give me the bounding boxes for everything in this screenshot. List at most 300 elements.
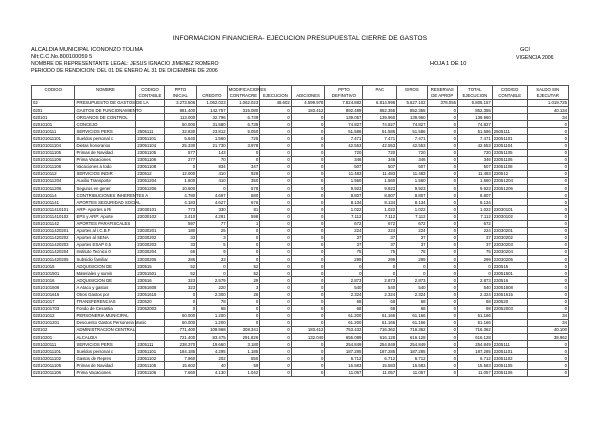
- cell-credito: 330: [197, 206, 227, 213]
- cell-codigo-contable: 23051106: [136, 369, 164, 376]
- cell-total-ejecucion: 7.112: [457, 213, 492, 220]
- table-row: [32, 270, 569, 277]
- cell-pac: 9.923: [363, 185, 397, 192]
- cell-codigo: 0201: [32, 107, 75, 114]
- cell-giros: 852.355: [397, 107, 427, 114]
- table-row: [32, 192, 569, 199]
- cell-total-ejecucion: 51.586: [457, 128, 492, 135]
- cell-ppto-inicial: 323: [164, 284, 197, 291]
- cell-ppto-definitivo: 61.200: [325, 319, 363, 326]
- cell-codigo: 020101011106: [32, 156, 75, 163]
- cell-pac: 42.553: [363, 142, 397, 149]
- cell-nombre: Instituto Tecnico 0: [75, 248, 136, 255]
- cell-codigo: 020101011108: [32, 163, 75, 170]
- cell-codigo-contable-2: 23030205: [492, 256, 527, 263]
- header-saldo-sin-ejecutar: EJECUTAR: [527, 93, 568, 100]
- cell-ejecucion: 0: [260, 305, 292, 312]
- cell-ejecucion: 0: [260, 263, 292, 270]
- cell-pac: 11.057: [363, 369, 397, 376]
- cell-codigo-contable: 23051608: [136, 284, 164, 291]
- cell-nombre: Otros Gastos por: [75, 291, 136, 298]
- cell-reservas: 0: [427, 277, 457, 284]
- header-codigo-contable: CONTABLE: [136, 93, 164, 100]
- cell-reservas: 0: [427, 284, 457, 291]
- cell-credito: 1.200: [197, 312, 227, 319]
- cell-saldo-sin-ejecutar: 40.134: [527, 107, 568, 114]
- cell-adiciones: 0: [291, 128, 325, 135]
- cell-total-ejecucion: 0: [457, 270, 492, 277]
- table-row: [32, 128, 569, 135]
- cell-total-ejecucion: 507: [457, 163, 492, 170]
- cell-ppto-inicial: 15.602: [164, 362, 197, 369]
- cell-contracredito: 6.739: [227, 121, 260, 128]
- cell-ejecucion: 0: [260, 277, 292, 284]
- table-row: [32, 369, 569, 376]
- cell-nombre: SERVICIOS PERS: [75, 341, 136, 348]
- table-header-row: [32, 93, 569, 100]
- cell-ppto-inicial: 7.960: [164, 355, 197, 362]
- cell-contracredito: 52: [227, 263, 260, 270]
- header-credito: CREDITO: [197, 93, 227, 100]
- cell-codigo-contable-2: 23051615: [492, 291, 527, 298]
- cell-ppto-definitivo: 346: [325, 156, 363, 163]
- cell-saldo-sin-ejecutar: 0: [527, 192, 568, 199]
- table-row: [32, 135, 569, 142]
- cell-codigo-contable-2: [492, 121, 527, 128]
- cell-codigo: 020101011104: [32, 142, 75, 149]
- cell-pac: 7.471: [363, 135, 397, 142]
- cell-contracredito: 3.978: [227, 142, 260, 149]
- cell-giros: 139.960: [397, 114, 427, 121]
- cell-pac: 8.807: [363, 192, 397, 199]
- cell-codigo: 02010101: [32, 121, 75, 128]
- cell-codigo-contable-2: 23051608: [492, 284, 527, 291]
- cell-codigo-contable-2: [492, 192, 527, 199]
- cell-adiciones: 0: [291, 263, 325, 270]
- cell-ppto-definitivo: 42.553: [325, 142, 363, 149]
- cell-saldo-sin-ejecutar: 0: [527, 178, 568, 185]
- cell-codigo-contable-2: 23030101: [492, 206, 527, 213]
- cell-ejecucion: 0: [260, 341, 292, 348]
- cell-ppto-definitivo: 753.432: [325, 327, 363, 334]
- cell-contracredito: 1.062.023: [227, 100, 260, 107]
- cell-codigo: 02: [32, 100, 75, 107]
- cell-credito: 220: [197, 284, 227, 291]
- cell-giros: 61.166: [397, 312, 427, 319]
- header-reservas: DE APROP: [427, 93, 457, 100]
- table-row: [32, 241, 569, 248]
- cell-ppto-inicial: 60.000: [164, 312, 197, 319]
- cell-ejecucion: 0: [260, 327, 292, 334]
- cell-ppto-inicial: 33: [164, 241, 197, 248]
- budget-execution-table: [31, 85, 569, 377]
- cell-total-ejecucion: 37: [457, 241, 492, 248]
- cell-adiciones: 132.040: [291, 334, 325, 341]
- cell-ppto-definitivo: 9.923: [325, 185, 363, 192]
- cell-nombre: Prima Vacaciones: [75, 369, 136, 376]
- cell-contracredito: 0: [227, 305, 260, 312]
- cell-ppto-inicial: 52: [164, 270, 197, 277]
- table-row: [32, 220, 569, 227]
- cell-nombre: ARP- Aportes a Ri: [75, 206, 136, 213]
- cell-codigo-contable-2: [492, 107, 527, 114]
- cell-credito: 83.475: [197, 334, 227, 341]
- cell-ppto-inicial: 33: [164, 234, 197, 241]
- cell-reservas: 0: [427, 227, 457, 234]
- cell-ejecucion: 0: [260, 284, 292, 291]
- cell-adiciones: 0: [291, 227, 325, 234]
- cell-reservas: 0: [427, 241, 457, 248]
- cell-saldo-sin-ejecutar: 0: [527, 170, 568, 177]
- cell-pac: 224: [363, 227, 397, 234]
- header-contracredito: CONTRACRE: [227, 93, 260, 100]
- legal-representative: NOMBRE DE REPRESENTANTE LEGAL: JESUS IGNACIO JIMENEZ ROMERO: [31, 61, 219, 67]
- cell-codigo-contable: 230520: [136, 298, 164, 305]
- cell-pac: 1.560: [363, 178, 397, 185]
- cell-nombre: PRESUPUESTO DE GASTOS DE LA: [76, 100, 149, 106]
- cell-codigo: 020102011102: [32, 355, 75, 362]
- cell-contracredito: 550: [227, 355, 260, 362]
- cell-pac: 1.022: [363, 206, 397, 213]
- cell-reservas: 0: [427, 298, 457, 305]
- cell-codigo-contable: 230512: [136, 170, 164, 177]
- cell-codigo: 020101012: [32, 312, 75, 319]
- cell-giros: 672: [397, 220, 427, 227]
- table-row: [32, 305, 569, 312]
- cell-codigo-contable-2: 230516: [492, 277, 527, 284]
- cell-credito: 109.968: [197, 327, 227, 334]
- cell-credito: 25: [197, 227, 227, 234]
- cell-giros: 11.483: [397, 170, 427, 177]
- cell-reservas: 0: [427, 156, 457, 163]
- header-reservas: RESERVAS: [427, 86, 457, 93]
- cell-giros: 346: [397, 156, 427, 163]
- cell-ppto-inicial: 0: [164, 305, 197, 312]
- cell-codigo-contable-2: [492, 199, 527, 206]
- cell-credito: 33: [197, 256, 227, 263]
- cell-codigo-contable-2: [492, 100, 527, 107]
- cell-giros: 8.134: [397, 199, 427, 206]
- cell-codigo-contable-2: 23051106: [492, 369, 527, 376]
- cell-ppto-definitivo: 37: [325, 234, 363, 241]
- header-adiciones: [291, 86, 325, 93]
- cell-saldo-sin-ejecutar: 0: [527, 149, 568, 156]
- table-row: [32, 114, 569, 121]
- cell-adiciones: 0: [291, 170, 325, 177]
- cell-codigo-contable-2: [492, 312, 527, 319]
- cell-codigo-contable: 23051615: [136, 291, 164, 298]
- cell-contracredito: 0: [227, 241, 260, 248]
- cell-contracredito: 680: [227, 192, 260, 199]
- cell-nombre: ALCALDIA: [75, 334, 136, 341]
- cell-codigo: 020102011101: [32, 348, 75, 355]
- cell-credito: 4.627: [197, 199, 227, 206]
- cell-reservas: 0: [427, 213, 457, 220]
- cell-adiciones: 183.412: [291, 327, 325, 334]
- cell-nombre: Aportes al I.C.B.F: [75, 227, 136, 234]
- cell-codigo: 020102: [32, 327, 75, 334]
- cell-credito: 3: [197, 234, 227, 241]
- cell-codigo: 020101011420201: [32, 227, 75, 234]
- cell-total-ejecucion: 187.285: [457, 348, 492, 355]
- cell-codigo-contable-2: 230515: [492, 263, 527, 270]
- cell-codigo-contable-2: 23030202: [492, 234, 527, 241]
- cell-pac: 716.362: [363, 327, 397, 334]
- cell-codigo: 020101011206: [32, 185, 75, 192]
- cell-codigo-contable: 23051501: [136, 270, 164, 277]
- cell-saldo-sin-ejecutar: 40.100: [527, 327, 568, 334]
- cell-total-ejecucion: 61.166: [457, 319, 492, 326]
- cell-ejecucion: 0: [260, 234, 292, 241]
- cell-total-ejecucion: 37: [457, 234, 492, 241]
- header-nombre: NOMBRE: [75, 86, 136, 93]
- cell-credito: 410: [197, 178, 227, 185]
- cell-codigo-contable: [136, 334, 164, 341]
- cell-reservas: 0: [427, 135, 457, 142]
- cell-codigo: 020101011105: [32, 149, 75, 156]
- cell-saldo-sin-ejecutar: 0: [527, 121, 568, 128]
- cell-total-ejecucion: 2.324: [457, 291, 492, 298]
- cell-reservas: 0: [427, 270, 457, 277]
- cell-nombre: Dietas honorarios: [75, 142, 136, 149]
- cell-pac: 75: [363, 248, 397, 255]
- cell-contracredito: 52: [227, 270, 260, 277]
- cell-ejecucion: 0: [260, 206, 292, 213]
- cell-credito: 142.757: [197, 107, 227, 114]
- cell-contracredito: 676: [227, 199, 260, 206]
- cell-ppto-definitivo: 1.560: [325, 178, 363, 185]
- header-credito: [197, 86, 227, 93]
- cell-ejecucion: 0: [260, 185, 292, 192]
- header-pac: PAC: [363, 86, 397, 93]
- cell-saldo-sin-ejecutar: 0: [527, 206, 568, 213]
- reporting-period: PERIODO DE RENDICION: DEL 01 DE ENERO AL 31 DE DICIEMBRE DE 2006: [31, 68, 218, 74]
- cell-codigo-contable-2: 23051204: [492, 178, 527, 185]
- cell-giros: 720: [397, 149, 427, 156]
- cell-giros: 0: [397, 270, 427, 277]
- header-giros: [397, 93, 427, 100]
- cell-total-ejecucion: 11.483: [457, 170, 492, 177]
- cell-codigo-contable: 23051105: [136, 362, 164, 369]
- cell-total-ejecucion: 254.849: [457, 341, 492, 348]
- cell-codigo: 020101: [32, 114, 75, 121]
- header-nombre: [75, 93, 136, 100]
- cell-codigo-contable-2: 23051108: [492, 163, 527, 170]
- cell-reservas: 0: [427, 114, 457, 121]
- cell-ppto-inicial: 773: [164, 206, 197, 213]
- cell-pac: 346: [363, 156, 397, 163]
- cell-codigo: 020101011410101: [32, 206, 75, 213]
- cell-giros: 1.560: [397, 178, 427, 185]
- cell-pac: 11.483: [363, 170, 397, 177]
- cell-pac: 37: [363, 241, 397, 248]
- cell-credito: 32.796: [197, 114, 227, 121]
- cell-ejecucion: 0: [260, 334, 292, 341]
- table-row: [32, 178, 569, 185]
- cell-codigo-contable-2: 23051105: [492, 362, 527, 369]
- cell-adiciones: 0: [291, 135, 325, 142]
- cell-adiciones: 0: [291, 234, 325, 241]
- table-row: [32, 170, 569, 177]
- cell-ppto-inicial: 50.000: [164, 121, 197, 128]
- cell-codigo-contable-2: [492, 327, 527, 334]
- cell-total-ejecucion: 11.057: [457, 369, 492, 376]
- cell-pac: 37: [363, 234, 397, 241]
- cell-total-ejecucion: 68: [457, 298, 492, 305]
- cell-codigo-contable: 23051108: [136, 163, 164, 170]
- cell-ppto-definitivo: 655.089: [325, 334, 363, 341]
- cell-codigo-contable-2: 2505111: [492, 128, 527, 135]
- cell-credito: 78: [197, 298, 227, 305]
- cell-ejecucion: 0: [260, 362, 292, 369]
- table-row: [32, 107, 569, 114]
- cell-codigo-contable: 23051104: [136, 142, 164, 149]
- cell-ejecucion: 0: [260, 298, 292, 305]
- cell-ejecucion: 0: [260, 248, 292, 255]
- cell-saldo-sin-ejecutar: 0: [527, 263, 568, 270]
- table-row: [32, 206, 569, 213]
- cell-codigo: 02010201: [32, 334, 75, 341]
- cell-pac: 720: [363, 149, 397, 156]
- cell-nombre: APORTES SEGURIDAD SOCIAL: [76, 199, 141, 205]
- cell-pac: 51.586: [363, 128, 397, 135]
- cell-contracredito: 725: [227, 135, 260, 142]
- cell-credito: 68: [197, 305, 227, 312]
- cell-total-ejecucion: 7.471: [457, 135, 492, 142]
- cell-adiciones: 0: [291, 121, 325, 128]
- cell-ppto-definitivo: 0: [325, 263, 363, 270]
- cell-saldo-sin-ejecutar: 0: [527, 128, 568, 135]
- cell-pac: 68: [363, 298, 397, 305]
- cell-ppto-definitivo: 187.285: [325, 348, 363, 355]
- cell-giros: 224: [397, 227, 427, 234]
- cell-nombre: PERSONERIA MUNICIPAL: [75, 312, 136, 319]
- cell-ejecucion: 0: [260, 135, 292, 142]
- header-codigo-contable: CODIGO: [136, 86, 164, 93]
- cell-giros: 61.166: [397, 319, 427, 326]
- cell-total-ejecucion: 9.923: [457, 185, 492, 192]
- cell-reservas: 0: [427, 248, 457, 255]
- cell-giros: 8.807: [397, 192, 427, 199]
- cell-ppto-definitivo: 15.583: [325, 362, 363, 369]
- cell-codigo-contable: 23051206: [136, 185, 164, 192]
- cell-reservas: 0: [427, 220, 457, 227]
- cell-codigo-contable: 23051101: [136, 135, 164, 142]
- cell-contracredito: 291.826: [227, 334, 260, 341]
- cell-ejecucion: 0: [260, 199, 292, 206]
- cell-giros: 51.586: [397, 128, 427, 135]
- cell-contracredito: 0: [227, 248, 260, 255]
- cell-total-ejecucion: 346: [457, 156, 492, 163]
- table-row: [32, 156, 569, 163]
- cell-contracredito: 1: [227, 220, 260, 227]
- cell-ppto-definitivo: 224: [325, 227, 363, 234]
- cell-total-ejecucion: 2.873: [457, 277, 492, 284]
- cell-codigo: 020101011204: [32, 178, 75, 185]
- cell-giros: 7.471: [397, 135, 427, 142]
- cell-credito: 23.812: [197, 128, 227, 135]
- cell-ppto-inicial: 7.660: [164, 369, 197, 376]
- cell-ejecucion: 0: [260, 270, 292, 277]
- entity-name: ALCALDIA MUNICIPAL ICONONZO TOLIMA: [31, 47, 144, 53]
- cell-codigo-contable-2: 23051101: [492, 135, 527, 142]
- cell-contracredito: 350: [227, 178, 260, 185]
- cell-reservas: 0: [427, 305, 457, 312]
- cell-ppto-definitivo: 74.827: [325, 121, 363, 128]
- cell-adiciones: 0: [291, 114, 325, 121]
- cell-reservas: 0: [427, 185, 457, 192]
- cell-adiciones: 0: [291, 156, 325, 163]
- cell-saldo-sin-ejecutar: 0: [527, 284, 568, 291]
- table-row: [32, 355, 569, 362]
- cell-giros: 2.873: [397, 277, 427, 284]
- cell-adiciones: 0: [291, 192, 325, 199]
- cell-pac: 0: [363, 270, 397, 277]
- report-code: GCI: [520, 47, 530, 53]
- cell-adiciones: 0: [291, 284, 325, 291]
- cell-saldo-sin-ejecutar: 34: [527, 114, 568, 121]
- cell-ppto-definitivo: 0: [325, 270, 363, 277]
- cell-credito: 2.300: [197, 291, 227, 298]
- cell-giros: 716.362: [397, 327, 427, 334]
- cell-ppto-inicial: 3.273.506: [164, 100, 197, 107]
- cell-codigo: 020101011101: [32, 135, 75, 142]
- cell-ppto-definitivo: 892.489: [325, 107, 363, 114]
- cell-saldo-sin-ejecutar: 0: [527, 305, 568, 312]
- table-row: [32, 163, 569, 170]
- cell-codigo-contable: 23030205: [136, 256, 164, 263]
- cell-adiciones: 0: [291, 241, 325, 248]
- cell-contracredito: 0: [227, 149, 260, 156]
- cell-ppto-definitivo: 61.200: [325, 312, 363, 319]
- cell-total-ejecucion: 672: [457, 220, 492, 227]
- cell-ppto-definitivo: 6.712: [325, 355, 363, 362]
- cell-ejecucion: 0: [260, 291, 292, 298]
- cell-ppto-inicial: 0: [164, 163, 197, 170]
- cell-credito: 143: [197, 149, 227, 156]
- cell-reservas: 0: [427, 234, 457, 241]
- cell-codigo-contable-2: 23051106: [492, 156, 527, 163]
- cell-ppto-definitivo: 299: [325, 256, 363, 263]
- cell-saldo-sin-ejecutar: 0: [527, 135, 568, 142]
- cell-credito: 31.580: [197, 121, 227, 128]
- cell-codigo-contable-2: 23051501: [492, 270, 527, 277]
- cell-nombre: Subsidio familiar: [75, 256, 136, 263]
- cell-reservas: 0: [427, 149, 457, 156]
- cell-pac: 2.873: [363, 277, 397, 284]
- cell-ppto-inicial: 25.330: [164, 142, 197, 149]
- cell-total-ejecucion: 8.807: [457, 192, 492, 199]
- cell-ejecucion: 0: [260, 355, 292, 362]
- cell-ejecucion: 0: [260, 121, 292, 128]
- cell-giros: 11.057: [397, 369, 427, 376]
- cell-codigo-contable-2: 23030203: [492, 241, 527, 248]
- header-contracredito: MODIFICACIONES: [228, 86, 267, 92]
- cell-codigo: 0201010114: [32, 192, 75, 199]
- cell-credito: 77: [197, 220, 227, 227]
- cell-adiciones: 0: [291, 142, 325, 149]
- cell-ejecucion: 0: [260, 312, 292, 319]
- cell-ppto-definitivo: 11.057: [325, 369, 363, 376]
- cell-codigo: 020101011420205: [32, 256, 75, 263]
- cell-saldo-sin-ejecutar: 0: [527, 220, 568, 227]
- cell-ppto-definitivo: 8.134: [325, 199, 363, 206]
- cell-reservas: 0: [427, 348, 457, 355]
- cell-reservas: 0: [427, 178, 457, 185]
- header-codigo: [32, 93, 75, 100]
- cell-contracredito: 3: [227, 284, 260, 291]
- cell-saldo-sin-ejecutar: 0: [527, 298, 568, 305]
